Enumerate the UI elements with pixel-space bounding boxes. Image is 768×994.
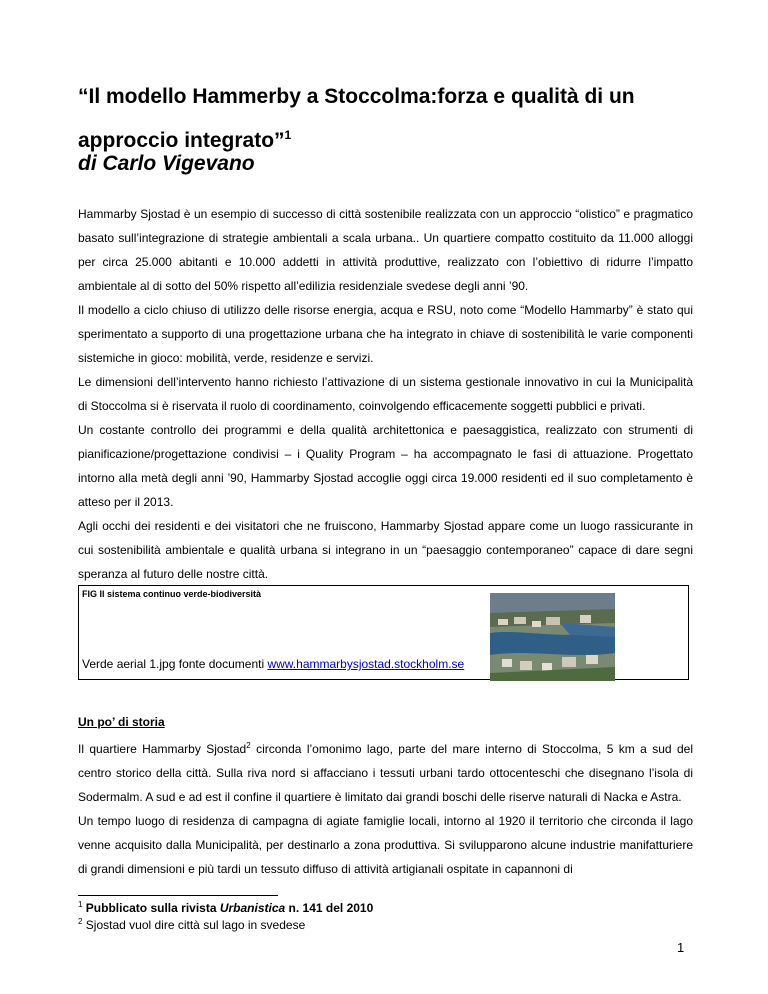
figure-caption: FIG Il sistema continuo verde-biodiversità (82, 589, 262, 599)
page-number: 1 (677, 940, 685, 955)
footnote-1: $^1$ Pubblicato sulla rivista Urbanistica n. 141 del 2010 (78, 900, 374, 915)
footnote-mark[interactable]: 2 (246, 741, 251, 750)
footnote-divider (78, 895, 278, 896)
intro-text (78, 202, 693, 586)
figure-box (78, 585, 689, 680)
article-title: “Il modello Hammerby a Stoccolma:forza e qualità di un approccio integrato”$^1$ (78, 85, 635, 152)
section-paragraph: Il quartiere Hammarby Sjostad$^2$ circonda l’omonimo lago, parte del mare interno di Stoccolma, 5 km a sud del centro storico della città. Sulla riva nord si affacciano i tessuti urbani tardo ottocenteschi che disegnano l’isola di Sodermalm. A sud e ad est il confine il quartiere è limitato dai grandi boschi delle riserve naturali di Nacka e Astra. (78, 741, 693, 804)
figure-source: Verde aerial 1.jpg fonte documenti www.hammarbysjostad.stockholm.se (82, 657, 465, 671)
section-paragraph: Un tempo luogo di residenza di campagna di agiate famiglie locali, intorno al 1920 il territorio che circonda il lago venne acquisito dalla Municipalità, per destinarlo a zona produttiva. Si svilupparono alcune industrie manifatturiere di grandi dimensioni e più tardi un tessuto diffuso di attività artigianali ospitate in capannoni di (78, 814, 693, 876)
intro-paragraph: Le dimensioni dell’intervento hanno richiesto l’attivazione di un sistema gestionale innovativo in cui la Municipalità di Stoccolma si è riservata il ruolo di coordinamento, coinvolgendo efficacemente soggetti pubblici e privati. (78, 375, 693, 413)
history-section (78, 710, 693, 881)
author-line: di Carlo Vigevano (78, 152, 255, 175)
section-heading: Un po’ di storia (78, 715, 165, 729)
intro-paragraph: Hammarby Sjostad è un esempio di successo di città sostenibile realizzata con un approccio “olistico” e pragmatico basato sull’integrazione di strategie ambientali a scala urbana.. Un quartiere compatto costituito da 11.000 alloggi per circa 25.000 abitanti e 10.000 addetti in attività produttive, realizzato con l’obiettivo di ridurre l’impatto ambientale al di sotto del 50% rispetto all’edilizia residenziale svedese degli anni ’90. (78, 207, 693, 293)
aerial-photo (490, 593, 615, 681)
footnote-2: $^2$ Sjostad vuol dire città sul lago in svedese (78, 917, 306, 932)
source-link[interactable]: www.hammarbysjostad.stockholm.se (267, 657, 465, 671)
intro-paragraph: Agli occhi dei residenti e dei visitatori che ne fruiscono, Hammarby Sjostad appare come un luogo rassicurante in cui sostenibilità ambientale e qualità urbana si integrano in un “paesaggio contemporaneo” capace di dare segni speranza al futuro delle nostre città. (78, 519, 693, 581)
intro-paragraph: Il modello a ciclo chiuso di utilizzo delle risorse energia, acqua e RSU, noto come “Modello Hammarby” è stato qui sperimentato a supporto di una progettazione urbana che ha integrato in chiave di sostenibilità le varie componenti sistemiche in gioco: mobilità, verde, residenze e servizi. (78, 303, 693, 365)
intro-paragraph: Un costante controllo dei programmi e della qualità architettonica e paesaggistica, realizzato con strumenti di pianificazione/progettazione condivisi – i Quality Program – ha accompagnato le fasi di attuazione. Progettato intorno alla metà degli anni ’90, Hammarby Sjostad accoglie oggi circa 19.000 residenti ed il suo completamento è atteso per il 2013. (78, 423, 693, 509)
title-footnote-mark[interactable]: 1 (284, 128, 292, 142)
